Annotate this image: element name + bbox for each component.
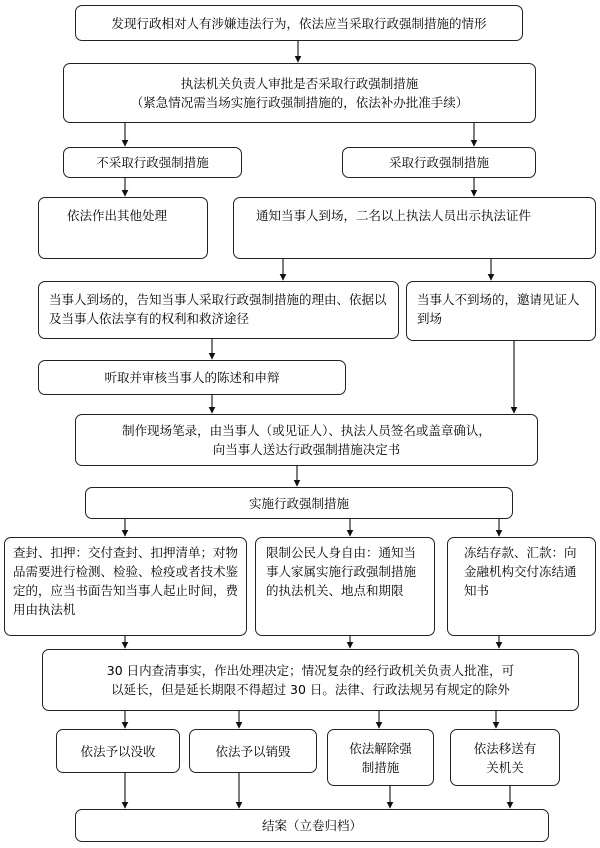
no-measure-text: 不采取行政强制措施: [96, 155, 209, 170]
start-text: 发现行政相对人有涉嫌违法行为，依法应当采取行政强制措施的情形: [111, 15, 487, 31]
hearing-text: 听取并审核当事人的陈述和申辩: [104, 370, 280, 385]
record-box: [75, 414, 538, 466]
notify-box: [233, 197, 596, 259]
implement-box: [85, 487, 513, 519]
present-box: [38, 281, 399, 339]
start-box: [75, 5, 523, 41]
decision-box: [42, 649, 579, 711]
take-measure-text: 采取行政强制措施: [388, 155, 489, 170]
confiscate-box: [56, 729, 180, 773]
lift-box: [327, 729, 434, 786]
close-text: 结案（立卷归档）: [261, 818, 362, 833]
freeze-box: [447, 537, 596, 636]
decision-text-line1: 30 日内查清事实，作出处理决定；情况复杂的经行政机关负责人批准，可: [106, 663, 515, 678]
present-text: 当事人到场的，告知当事人采取行政强制措施的理由、依据以及当事人依法享有的权利和救济途径: [49, 292, 387, 326]
restrict-box: [255, 537, 435, 636]
destroy-text: 依法予以销毁: [215, 743, 291, 759]
freeze-text: 冻结存款、汇款：向金融机构交付冻结通知书: [464, 545, 577, 598]
hearing-box: [38, 360, 346, 395]
absent-box: [406, 281, 596, 341]
destroy-box: [189, 729, 317, 773]
absent-text: 当事人不到场的，邀请见证人到场: [417, 292, 580, 326]
approval-text-line1: 执法机关负责人审批是否采取行政强制措施: [180, 76, 419, 91]
other-handling-box: [38, 197, 208, 259]
confiscate-text: 依法予以没收: [80, 743, 156, 759]
notify-text: 通知当事人到场，二名以上执法人员出示执法证件: [256, 208, 532, 223]
close-box: [75, 809, 549, 842]
decision-text-line2: 以延长，但是延长期限不得超过 30 日。法律、行政法规另有规定的除外: [111, 682, 510, 697]
seize-text: 查封、扣押：交付查封、扣押清单；对物品需要进行检测、检验、检疫或者技术鉴定的，应当书面告知当事人起止时间，费用由执法机: [13, 545, 239, 617]
implement-text: 实施行政强制措施: [248, 495, 349, 511]
take-measure-box: [342, 147, 536, 178]
record-text-line1: 制作现场笔录，由当事人（或见证人）、执法人员签名或盖章确认，: [122, 423, 491, 438]
record-text-line2: 向当事人送达行政强制措施决定书: [212, 442, 401, 457]
transfer-box: [450, 729, 560, 786]
other-handling-text: 依法作出其他处理: [67, 208, 168, 223]
approval-text-line2: （紧急情况需当场实施行政强制措施的，依法补办批准手续）: [130, 95, 469, 110]
restrict-text: 限制公民人身自由：通知当事人家属实施行政强制措施的执法机关、地点和期限: [266, 545, 417, 598]
seize-box: [4, 537, 247, 636]
lift-text: 依法解除强制措施: [349, 740, 412, 775]
no-measure-box: [63, 147, 242, 178]
transfer-text: 依法移送有关机关: [473, 740, 537, 775]
approval-box: [63, 63, 536, 123]
